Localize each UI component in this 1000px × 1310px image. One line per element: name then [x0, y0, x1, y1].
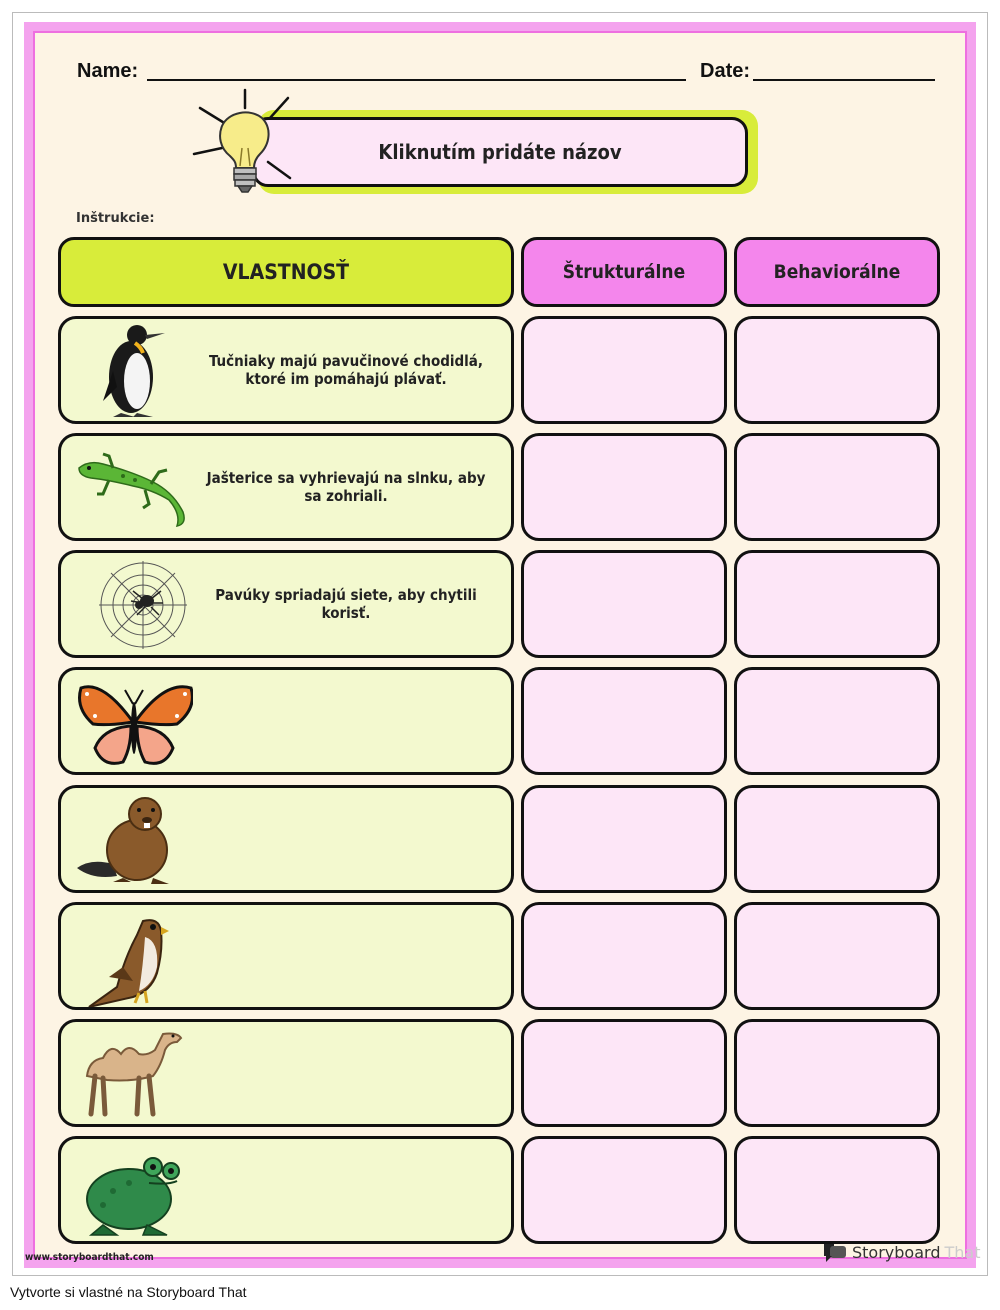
- behavioral-cell-6[interactable]: [734, 902, 940, 1010]
- property-cell-5[interactable]: [58, 785, 514, 893]
- property-text-3: Pavúky spriadajú siete, aby chytili korisť.: [215, 586, 477, 622]
- property-cell-2[interactable]: [58, 433, 514, 541]
- property-text-7: [201, 1022, 491, 1124]
- spider-web-icon: [73, 555, 193, 655]
- lizard-icon: [73, 438, 193, 538]
- property-text-1: Tučniaky majú pavučinové chodidlá, ktoré im pomáhajú plávať.: [208, 352, 484, 388]
- hawk-icon: [73, 907, 193, 1007]
- penguin-icon: [73, 321, 193, 421]
- structural-cell-7[interactable]: [521, 1019, 727, 1127]
- property-text-8: [201, 1139, 491, 1241]
- camel-icon: [73, 1024, 193, 1124]
- behavioral-cell-2[interactable]: [734, 433, 940, 541]
- property-text-6: [201, 905, 491, 1007]
- storyboard-logo-icon: [822, 1242, 848, 1262]
- behavioral-cell-8[interactable]: [734, 1136, 940, 1244]
- date-line[interactable]: [753, 79, 935, 81]
- brand-logo: [822, 1242, 980, 1262]
- property-text-2: Jašterice sa vyhrievajú na slnku, aby sa zohriali.: [206, 469, 486, 505]
- property-text-4: [201, 670, 491, 772]
- behavioral-cell-4[interactable]: [734, 667, 940, 775]
- name-label: Name:: [77, 60, 139, 82]
- structural-cell-3[interactable]: [521, 550, 727, 658]
- behavioral-cell-7[interactable]: [734, 1019, 940, 1127]
- structural-cell-8[interactable]: [521, 1136, 727, 1244]
- name-line[interactable]: [147, 79, 686, 81]
- date-label: Date:: [700, 60, 751, 82]
- structural-cell-6[interactable]: [521, 902, 727, 1010]
- header-behavioral: Behaviorálne: [734, 237, 940, 307]
- structural-cell-1[interactable]: [521, 316, 727, 424]
- property-cell-6[interactable]: [58, 902, 514, 1010]
- beaver-icon: [73, 790, 193, 890]
- brand-text-storyboard: Storyboard: [852, 1242, 941, 1262]
- frog-icon: [73, 1141, 193, 1241]
- header-property: VLASTNOSŤ: [58, 237, 514, 307]
- behavioral-cell-1[interactable]: [734, 316, 940, 424]
- footer-caption[interactable]: Vytvorte si vlastné na Storyboard That: [10, 1284, 247, 1300]
- behavioral-cell-3[interactable]: [734, 550, 940, 658]
- property-cell-3[interactable]: [58, 550, 514, 658]
- title-box[interactable]: Kliknutím pridáte názov: [252, 117, 748, 187]
- property-cell-4[interactable]: [58, 667, 514, 775]
- site-url: www.storyboardthat.com: [25, 1252, 154, 1263]
- header-structural: Štrukturálne: [521, 237, 727, 307]
- instructions-label: Inštrukcie:: [76, 211, 155, 226]
- structural-cell-2[interactable]: [521, 433, 727, 541]
- property-text-5: [201, 788, 491, 890]
- property-cell-1[interactable]: [58, 316, 514, 424]
- behavioral-cell-5[interactable]: [734, 785, 940, 893]
- structural-cell-4[interactable]: [521, 667, 727, 775]
- structural-cell-5[interactable]: [521, 785, 727, 893]
- property-cell-7[interactable]: [58, 1019, 514, 1127]
- property-cell-8[interactable]: [58, 1136, 514, 1244]
- brand-text-that: That: [944, 1242, 981, 1262]
- butterfly-icon: [73, 672, 193, 772]
- lightbulb-icon: [190, 88, 300, 198]
